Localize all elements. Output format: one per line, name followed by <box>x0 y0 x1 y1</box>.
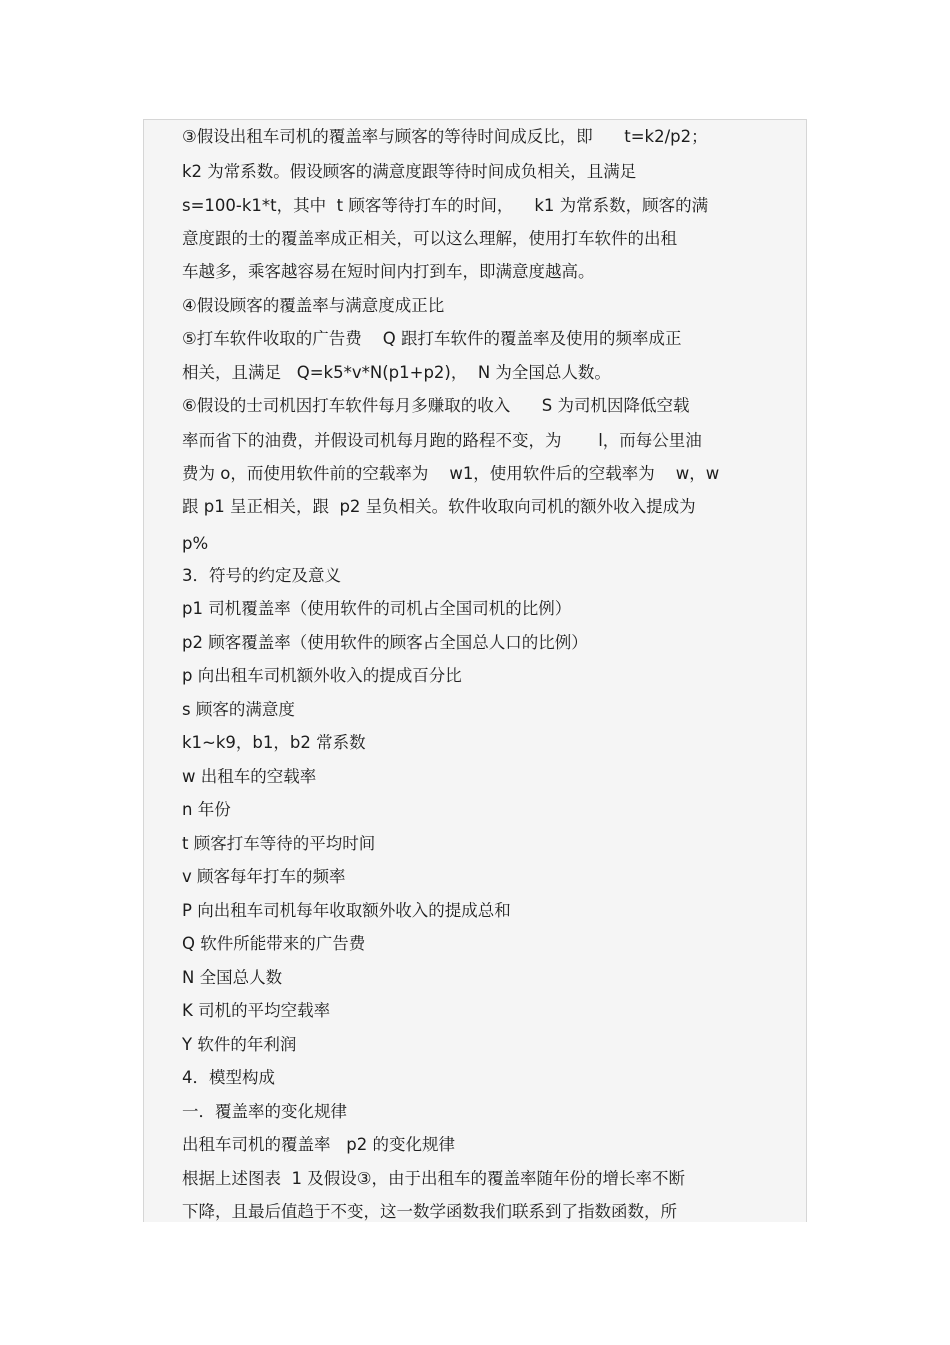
text-line: 率而省下的油费，并假设司机每月跑的路程不变，为 l，而每公里油 <box>182 431 702 450</box>
text-line: ⑤打车软件收取的广告费 Q 跟打车软件的覆盖率及使用的频率成正 <box>182 329 682 348</box>
text-line: 下降，且最后值趋于不变，这一数学函数我们联系到了指数函数，所 <box>182 1202 677 1221</box>
text-line: 相关，且满足 Q=k5*v*N(p1+p2)， N 为全国总人数。 <box>182 363 611 382</box>
text-line: 根据上述图表 1 及假设③，由于出租车的覆盖率随年份的增长率不断 <box>182 1169 686 1188</box>
text-line: Y 软件的年利润 <box>182 1035 297 1054</box>
text-line: p2 顾客覆盖率（使用软件的顾客占全国总人口的比例） <box>182 633 588 652</box>
text-line: v 顾客每年打车的频率 <box>182 867 346 886</box>
text-line: N 全国总人数 <box>182 968 283 987</box>
text-line: K 司机的平均空载率 <box>182 1001 331 1020</box>
text-line: Q 软件所能带来的广告费 <box>182 934 366 953</box>
text-line: p 向出租车司机额外收入的提成百分比 <box>182 666 462 685</box>
text-line: 车越多，乘客越容易在短时间内打到车，即满意度越高。 <box>182 262 595 281</box>
text-line: 跟 p1 呈正相关，跟 p2 呈负相关。软件收取向司机的额外收入提成为 <box>182 497 696 516</box>
text-line: t 顾客打车等待的平均时间 <box>182 834 376 853</box>
text-line: 意度跟的士的覆盖率成正相关，可以这么理解，使用打车软件的出租 <box>182 229 677 248</box>
text-line: 出租车司机的覆盖率 p2 的变化规律 <box>182 1135 455 1154</box>
text-line: s 顾客的满意度 <box>182 700 295 719</box>
text-line: k2 为常系数。假设顾客的满意度跟等待时间成负相关，且满足 <box>182 162 637 181</box>
subsection-heading: 一．覆盖率的变化规律 <box>182 1102 347 1121</box>
text-line: ④假设顾客的覆盖率与满意度成正比 <box>182 296 445 315</box>
text-line: ⑥假设的士司机因打车软件每月多赚取的收入 S 为司机因降低空载 <box>182 396 690 415</box>
text-line: k1~k9，b1，b2 常系数 <box>182 733 366 752</box>
text-line: p1 司机覆盖率（使用软件的司机占全国司机的比例） <box>182 599 572 618</box>
text-line: n 年份 <box>182 800 231 819</box>
section-heading: 3．符号的约定及意义 <box>182 566 341 585</box>
text-line: P 向出租车司机每年收取额外收入的提成总和 <box>182 901 511 920</box>
text-line: w 出租车的空载率 <box>182 767 317 786</box>
text-line: ③假设出租车司机的覆盖率与顾客的等待时间成反比，即 t=k2/p2； <box>182 127 708 146</box>
text-line: 费为 o，而使用软件前的空载率为 w1，使用软件后的空载率为 w，w <box>182 464 720 483</box>
section-heading: 4．模型构成 <box>182 1068 275 1087</box>
text-line: s=100-k1*t，其中 t 顾客等待打车的时间， k1 为常系数，顾客的满 <box>182 196 709 215</box>
text-line: p% <box>182 534 209 553</box>
